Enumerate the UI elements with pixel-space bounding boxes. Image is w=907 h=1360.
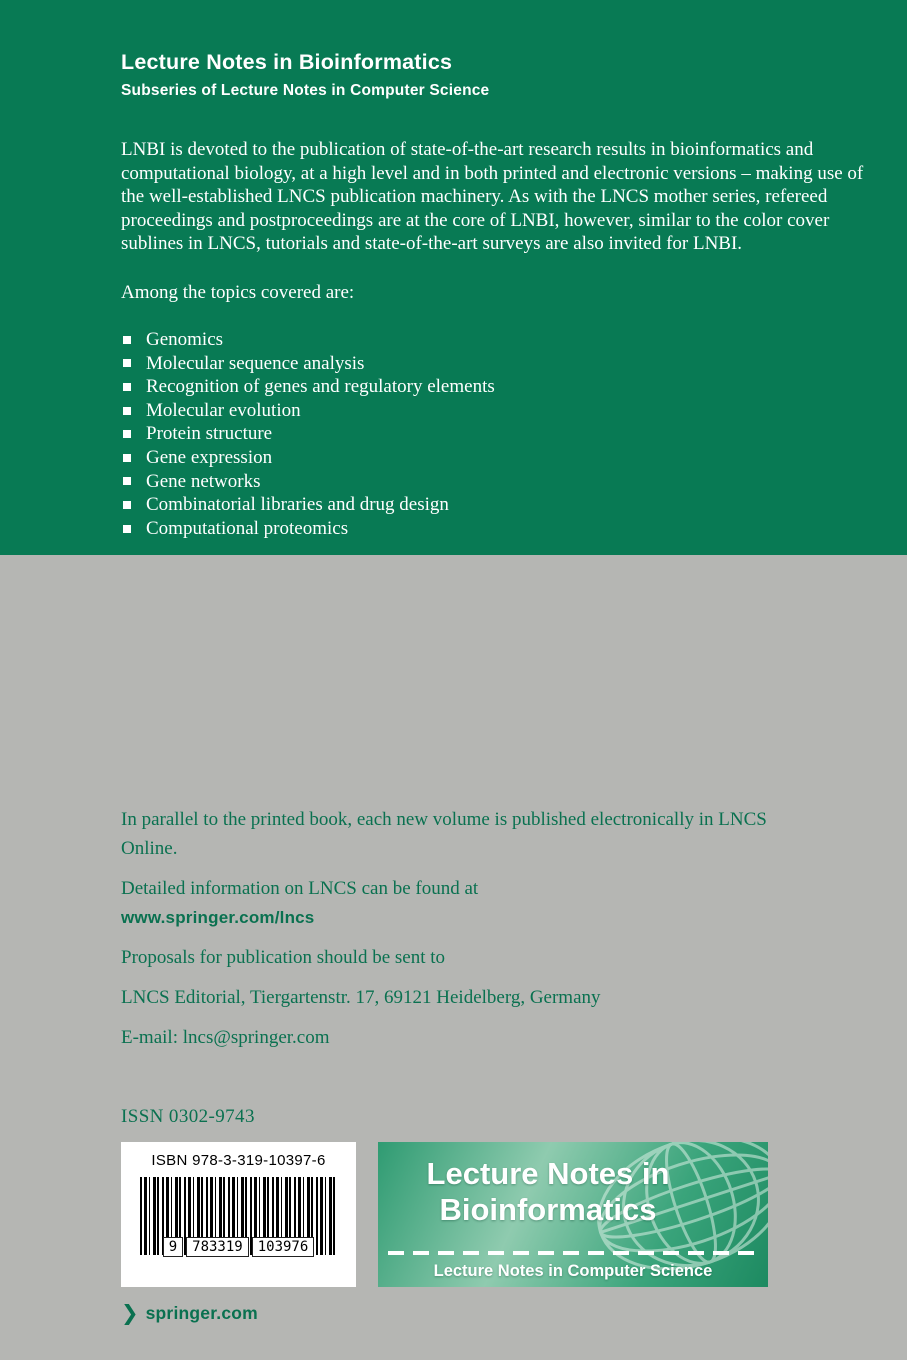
topic-item — [121, 352, 847, 376]
topic-label: Computational proteomics — [146, 517, 349, 539]
bullet-square-icon — [123, 407, 131, 415]
topic-label: Molecular evolution — [146, 399, 301, 421]
springer-footer — [121, 1303, 907, 1324]
isbn-barcode-box — [121, 1142, 356, 1287]
topic-item — [121, 493, 847, 517]
bottom-row — [121, 1142, 907, 1287]
logo-title — [378, 1156, 718, 1228]
topic-item — [121, 446, 847, 470]
topic-item — [121, 375, 847, 399]
editorial-address: LNCS Editorial, Tiergartenstr. 17, 69121 Heidelberg, Germany — [121, 987, 601, 1008]
topic-item — [121, 517, 847, 541]
issn: ISSN 0302-9743 — [121, 1106, 255, 1127]
lower-section — [0, 555, 907, 1324]
topics-list — [121, 328, 847, 540]
isbn-label: ISBN 978-3-319-10397-6 — [151, 1152, 326, 1169]
bullet-square-icon — [123, 359, 131, 367]
series-description: LNBI is devoted to the publication of state-of-the-art research results in bioinformatics and computational biology, at a high level and in both printed and electronic versions – making use of the well-established LNCS publication machinery. As with the LNCS mother series, refereed proceedings and postproceedings are at the core of LNBI, however, similar to the color cover sublines in LNCS, tutorials and state-of-the-art surveys are also invited for LNBI. — [121, 139, 864, 255]
barcode-digit-group: 783319 — [186, 1237, 249, 1257]
barcode-digits — [121, 1237, 356, 1257]
bullet-square-icon — [123, 525, 131, 533]
green-banner — [0, 0, 907, 555]
lnbi-logo — [378, 1142, 768, 1287]
topic-item — [121, 399, 847, 423]
logo-subtitle: Lecture Notes in Computer Science — [433, 1262, 713, 1280]
bullet-square-icon — [123, 454, 131, 462]
topic-label: Genomics — [146, 328, 224, 350]
detailed-note: Detailed information on LNCS can be found at — [121, 878, 479, 899]
topic-label: Protein structure — [146, 423, 273, 445]
parallel-note: In parallel to the printed book, each new volume is published electronically in LNCS Online. — [121, 809, 767, 859]
publication-info — [121, 805, 821, 1052]
topic-item — [121, 328, 847, 352]
lncs-url: www.springer.com/lncs — [121, 908, 315, 927]
topic-label: Gene expression — [146, 446, 273, 468]
topic-item — [121, 422, 847, 446]
bullet-square-icon — [123, 501, 131, 509]
proposals-note: Proposals for publication should be sent to — [121, 947, 446, 968]
banner-content — [0, 0, 907, 540]
topic-label: Molecular sequence analysis — [146, 352, 365, 374]
bullet-square-icon — [123, 430, 131, 438]
topic-label: Combinatorial libraries and drug design — [146, 494, 449, 516]
barcode-digit-group: 9 — [163, 1237, 183, 1257]
barcode-digit-group: 103976 — [252, 1237, 315, 1257]
logo-title-line2: Bioinformatics — [439, 1192, 657, 1227]
series-subtitle: Subseries of Lecture Notes in Computer Science — [121, 82, 490, 99]
topic-label: Recognition of genes and regulatory elements — [146, 376, 495, 398]
dashed-divider — [388, 1251, 758, 1255]
logo-title-line1: Lecture Notes in — [426, 1156, 670, 1191]
topics-intro: Among the topics covered are: — [121, 281, 355, 303]
topic-item — [121, 470, 847, 494]
springer-site-label: springer.com — [145, 1303, 258, 1323]
topic-label: Gene networks — [146, 470, 261, 492]
series-title: Lecture Notes in Bioinformatics — [121, 50, 453, 74]
chevron-icon: ❯ — [121, 1301, 139, 1325]
email-line: E-mail: lncs@springer.com — [121, 1027, 330, 1048]
bullet-square-icon — [123, 477, 131, 485]
bullet-square-icon — [123, 336, 131, 344]
bullet-square-icon — [123, 383, 131, 391]
